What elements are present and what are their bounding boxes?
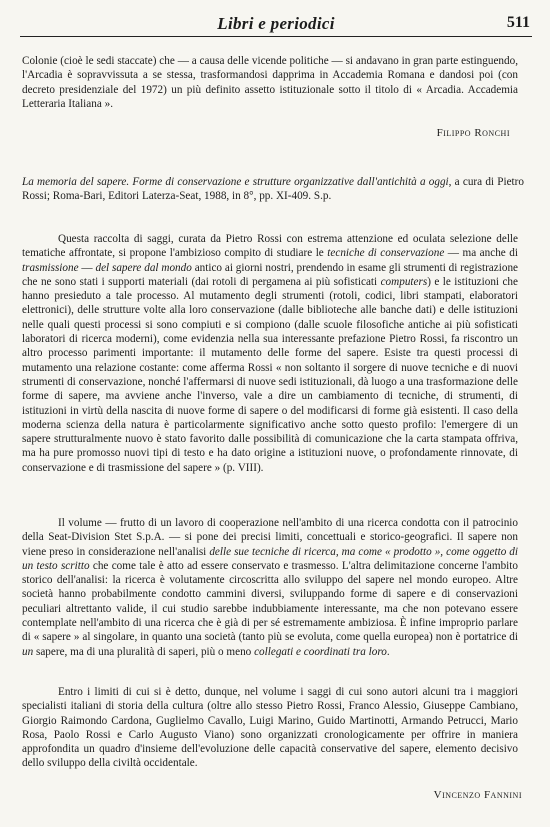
p2-text-b: che come tale è atto ad essere conservato e trasmesso. L'altra delimitazione concerne l'ambito storico dell'analisi: la ricerca è volutamente circoscritta allo sviluppo del sapere nel mondo europeo. Altre società hanno probabilmente condotto cammini diversi, sviluppando forme di sapere e di conservazioni peculiari altrettanto valide, il cui studio sarebbe indubbiamente interessante, ma che non potevano essere contemplate nell'ambito di una ricerca che è già di per sé estremamente ambiziosa. È infine improprio parlare di « sapere » al singolare, in quanto una società (tanto più se evoluta, come quella europea) non è portatrice di — [22, 559, 518, 644]
p2-text-c: sapere, ma di una pluralità di saperi, più o meno — [33, 645, 255, 658]
book-details: , a cura di Pietro Rossi; Roma-Bari, Editori Laterza-Seat, 1988, in 8°, pp. XI-409. S.p. — [22, 176, 524, 203]
p2-text-d: . — [386, 645, 390, 658]
previous-review-ending: Colonie (cioè le sedi staccate) che — a causa delle vicende politiche — si andavano in gran parte estinguendo, l'Arcadia è sopravvissuta a se stessa, trasformandosi dapprima in Accademia Romana e dandosi poi (con decreto presidenziale del 1972) un più definito assetto istituzionale sotto il titolo di « Arcadia. Accademia Letteraria Italiana ». — [22, 55, 518, 110]
review-paragraph-2 — [22, 516, 518, 659]
review-paragraph-1 — [22, 232, 518, 475]
review-signature: Vincenzo Fannini — [433, 789, 522, 801]
p1-text-b: — ma anche di — [444, 247, 518, 260]
p1-text-d: antico ai giorni nostri, prendendo in esame gli strumenti di registrazione che ne sono stati i supporti materiali (dai rotoli di pergamena ai più sofisticati — [22, 261, 518, 288]
p1-italic-3: del sapere dal mondo — [95, 261, 192, 274]
book-citation — [22, 175, 524, 204]
page-number: 511 — [506, 14, 530, 31]
review-paragraph-3: Entro i limiti di cui si è detto, dunque, nel volume i saggi di cui sono autori alcuni tra i maggiori specialisti italiani di storia della cultura (oltre allo stesso Pietro Rossi, Franco Alessio, Giuseppe Cambiano, Giorgio Raimondo Cardona, Guglielmo Cavallo, Luigi Marino, Guido Martinotti, Armando Petrucci, Mario Rosa, Paolo Rossi e Carlo Augusto Viano) sono organizzati cronologicamente per offrire in maniera approfondita un quadro d'insieme dell'evoluzione delle capacità conservative del sapere, elemento decisivo dello sviluppo della civiltà occidentale. — [22, 686, 518, 770]
previous-review-signature: Filippo Ronchi — [436, 127, 510, 139]
running-title: Libri e periodici — [217, 14, 335, 33]
p2-italic-2: un — [22, 645, 34, 658]
p1-italic-2: trasmissione — [22, 261, 79, 274]
p1-italic-4: computers — [380, 275, 428, 288]
p1-text-a: Questa raccolta di saggi, curata da Pietro Rossi con estrema attenzione ed oculata selezione delle tematiche affrontate, si propone l'ambizioso compito di studiare le — [22, 233, 518, 260]
p1-italic-1: tecniche di conservazione — [327, 247, 445, 260]
p2-text-a: Il volume — frutto di un lavoro di cooperazione nell'ambito di una ricerca condotta con il patrocinio della Seat-Division Stet S.p.A. — si pone dei precisi limiti, concettuali e storico-geografici. Il sapere non viene preso in considerazione nell'analisi — [22, 517, 518, 558]
p2-italic-1: delle sue tecniche di ricerca, ma come « prodotto », come oggetto di un testo scritto — [22, 545, 519, 572]
p1-text-c: — — [78, 261, 96, 274]
book-title: La memoria del sapere. Forme di conservazione e strutture organizzative dall'antichità a oggi — [22, 176, 449, 188]
running-header — [20, 12, 532, 37]
p2-italic-3: collegati e coordinati tra loro — [254, 645, 387, 658]
p1-text-e: ) e le istituzioni che hanno presieduto a tale processo. Al mutamento degli strumenti (rotoli, codici, libri stampati, elaboratori elettronici), delle strutture volte alla loro conservazione (dalle biblioteche alle banche dati) e delle istituzioni nelle quali questi processi si sono compiuti e si compiono (dalle scuole filosofiche antiche ai più sofisticati laboratori di ricerca moderni), come evidenzia nella sua interessante prefazione Pietro Rossi, fa riscontro un altro processo parimenti importante: il mutamento delle forme del sapere. Esiste tra questi processi di mutamento una relazione costante: come afferma Rossi « non soltanto il sorgere di nuove tecniche e di nuovi strumenti di conservazione, nonché l'affermarsi di nuove sedi istituzionali, dà luogo a una trasformazione delle forme di sapere, ma avviene anche l'inverso, vale a dire un cambiamento di tecniche, di strumenti, di istituzioni in virtù della nascita di nuove forme di sapere o del modificarsi di forme già esistenti. Il caso della moderna scienza della natura è particolarmente significativo anche sotto questo profilo: l'emergere di un sapere strutturalmente nuovo è stato favorito dalle possibilità di comunicazione che la carta stampata offriva, ma ha pure promosso nuovi tipi di testo e ha dato origine a istituzioni nuove, o profondamente rinnovate, di conservazione e di trasmissione del sapere » (p. VIII). — [22, 275, 518, 474]
